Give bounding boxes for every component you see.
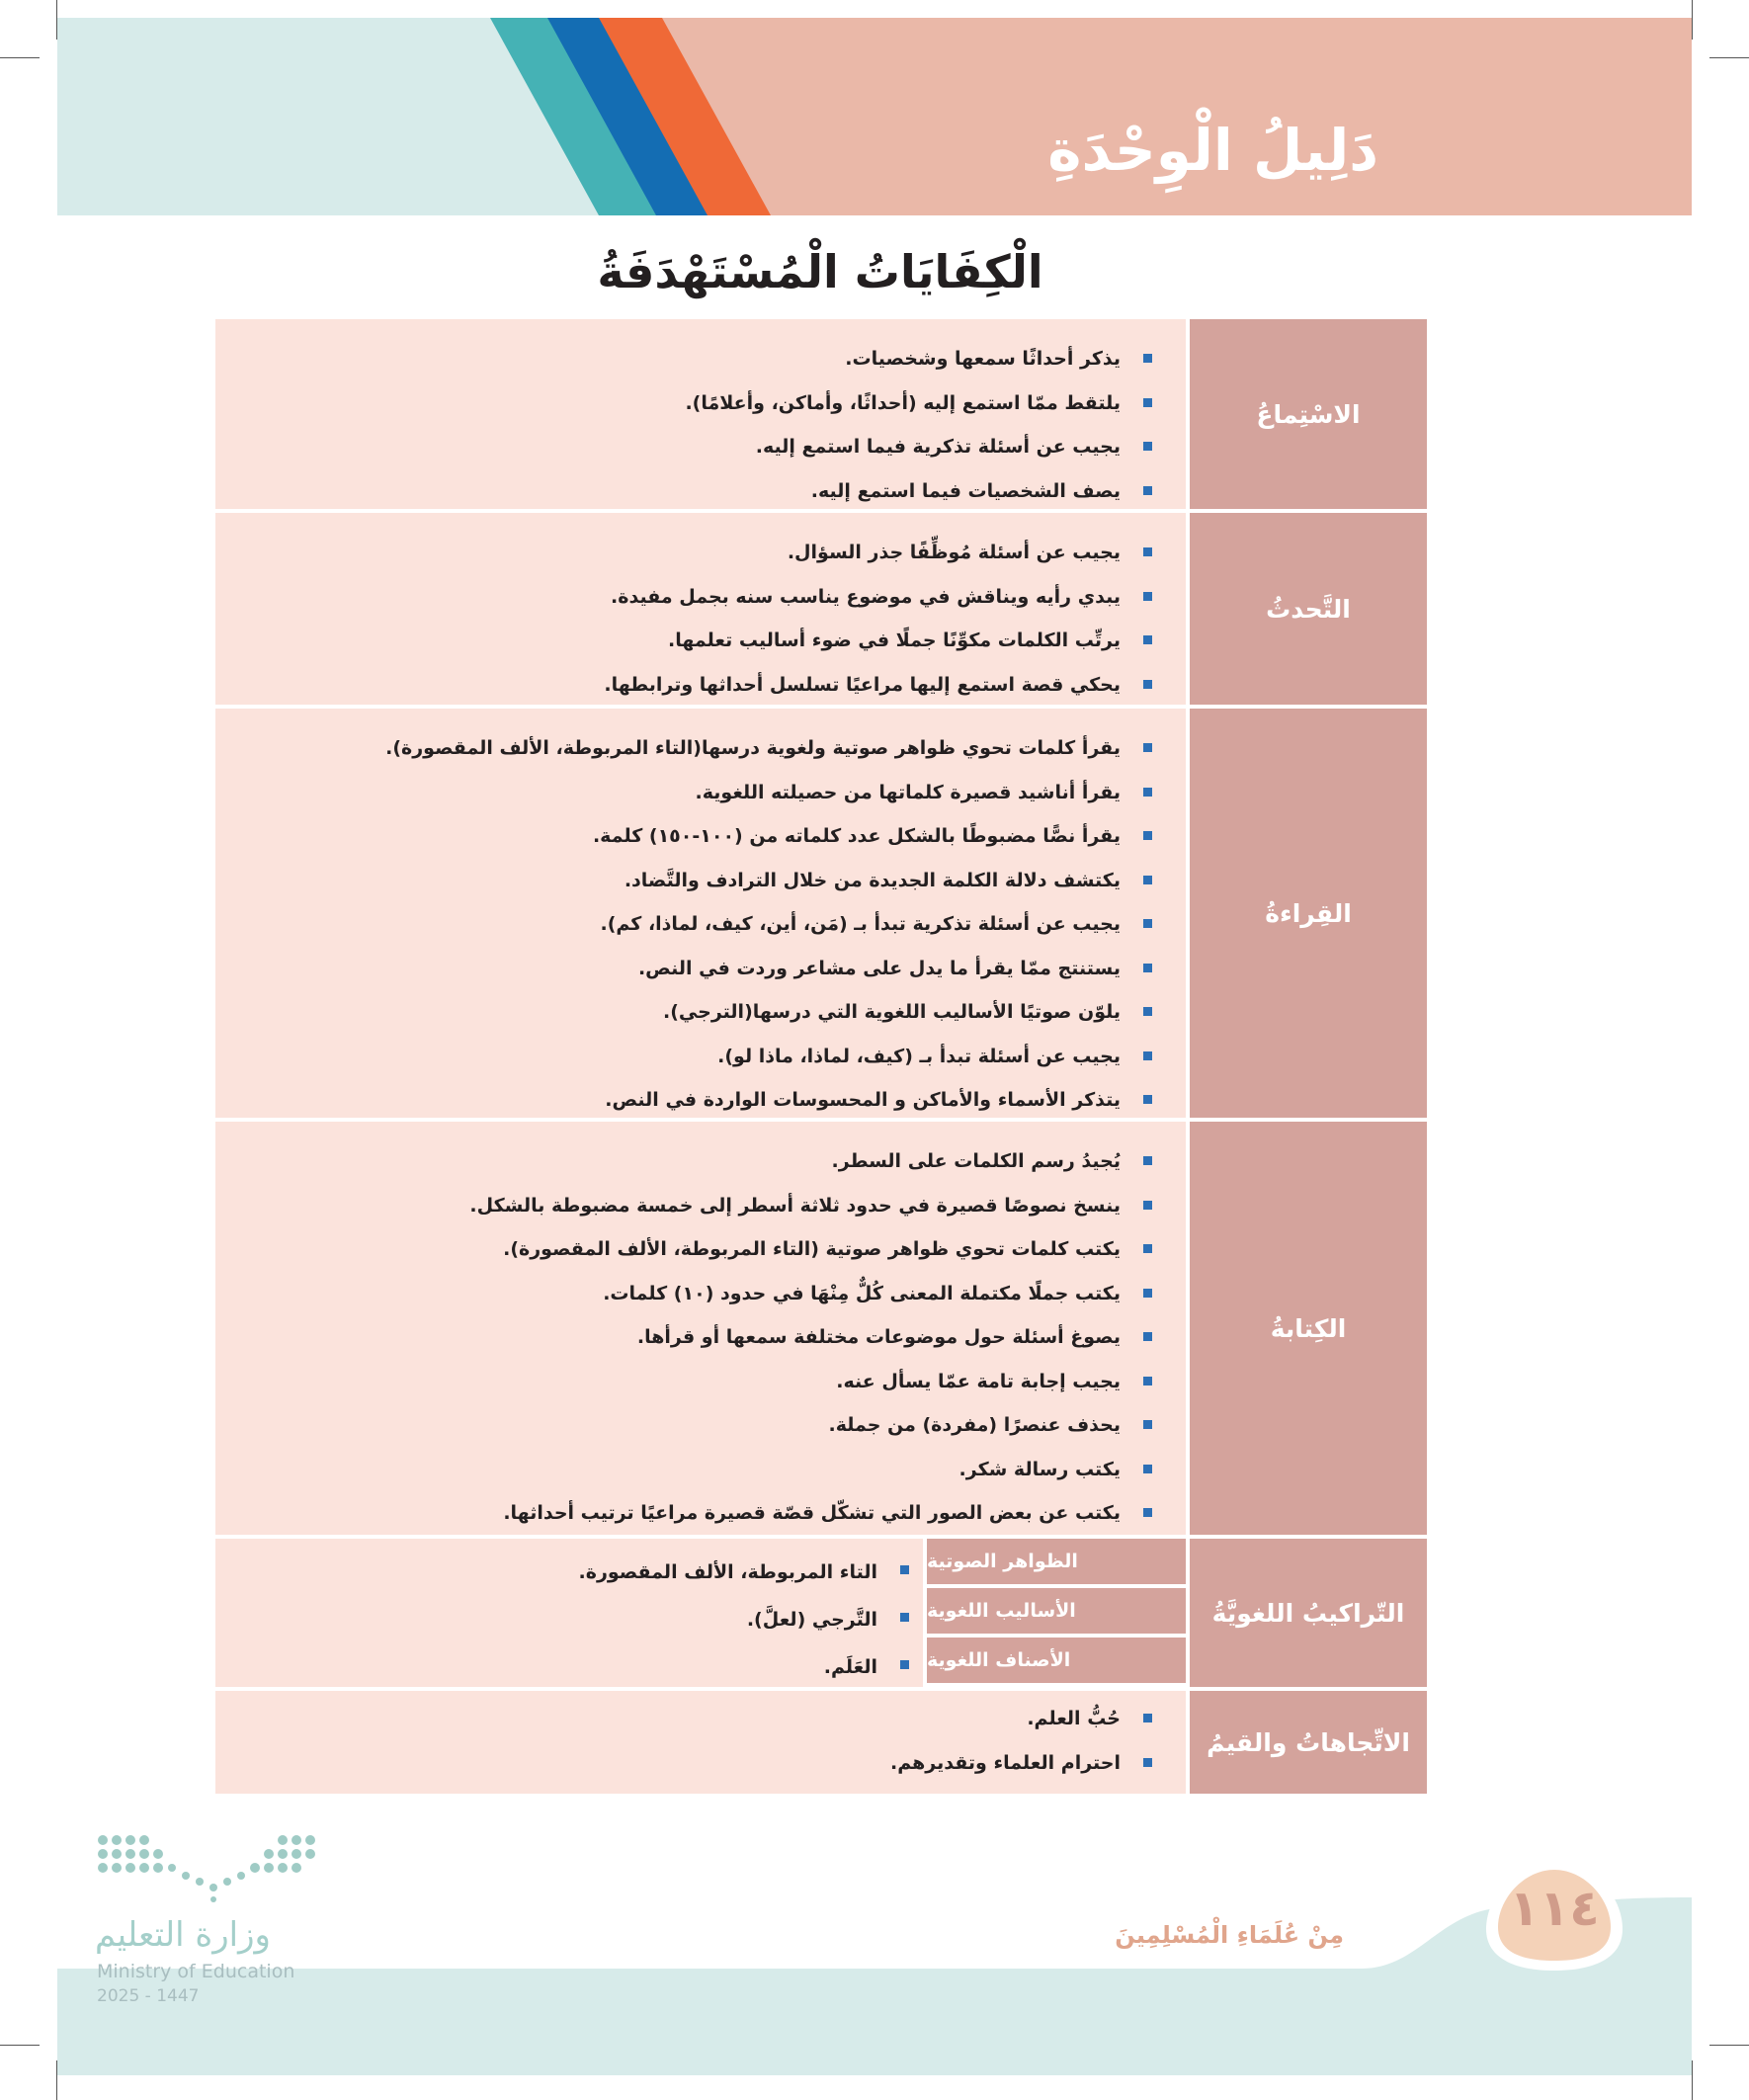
list-item: يقرأ أناشيد قصيرة كلماتها من حصيلته اللغوية. — [235, 771, 1166, 815]
structures-body — [215, 1539, 1186, 1687]
list-item: يكتشف دلالة الكلمة الجديدة من خلال الترادف والتَّضاد. — [235, 859, 1166, 903]
list-item: يتذكر الأسماء والأماكن و المحسوسات الواردة في النص. — [235, 1078, 1166, 1123]
square-bullet-icon — [1143, 354, 1152, 363]
banner-graphic — [57, 18, 1692, 215]
crop-mark — [1692, 2060, 1693, 2100]
square-bullet-icon — [1143, 1007, 1152, 1016]
list-item: ينسخ نصوصًا قصيرة في حدود ثلاثة أسطر إلى خمسة مضبوطة بالشكل. — [235, 1184, 1166, 1228]
list-item: يحكي قصة استمع إليها مراعيًا تسلسل أحداثها وترابطها. — [235, 663, 1166, 708]
page-number: ١١٤ — [1509, 1880, 1600, 1937]
square-bullet-icon — [1143, 680, 1152, 689]
listening-row — [215, 319, 1427, 509]
writing-label: الكِتابةُ — [1190, 1122, 1427, 1535]
square-bullet-icon — [1143, 1714, 1152, 1722]
square-bullet-icon — [900, 1613, 909, 1622]
square-bullet-icon — [1143, 442, 1152, 451]
ministry-logo-icon — [95, 1826, 318, 1905]
speaking-label: التَّحدثُ — [1190, 513, 1427, 705]
list-item: يجيب عن أسئلة تذكرية فيما استمع إليه. — [235, 425, 1166, 469]
square-bullet-icon — [1143, 1095, 1152, 1104]
square-bullet-icon — [1143, 1377, 1152, 1386]
linguistic-categories-label: الأصناف اللغوية — [927, 1638, 1186, 1683]
structures-sublabels — [927, 1539, 1186, 1687]
square-bullet-icon — [1143, 1332, 1152, 1341]
ministry-name-arabic: وزارة التعليم — [95, 1915, 271, 1955]
list-item: يقرأ كلمات تحوي ظواهر صوتية ولغوية درسها(التاء المربوطة، الألف المقصورة). — [235, 726, 1166, 771]
list-item: يرتِّب الكلمات مكوِّنًا جملًا في ضوء أساليب تعلمها. — [235, 619, 1166, 663]
square-bullet-icon — [1143, 1201, 1152, 1210]
linguistic-styles-label: الأساليب اللغوية — [927, 1588, 1186, 1634]
list-item: يُجيدُ رسم الكلمات على السطر. — [235, 1139, 1166, 1184]
list-item: يكتب عن بعض الصور التي تشكّل قصّة قصيرة مراعيًا ترتيب أحداثها. — [235, 1491, 1166, 1536]
square-bullet-icon — [1143, 398, 1152, 407]
crop-mark — [1692, 0, 1693, 40]
list-item: يذكر أحداثًا سمعها وشخصيات. — [235, 337, 1166, 381]
crop-mark — [1709, 2045, 1749, 2046]
list-item: احترام العلماء وتقديرهم. — [235, 1741, 1166, 1786]
square-bullet-icon — [1143, 831, 1152, 840]
section-title: الْكِفَايَاتُ الْمُسْتَهْدَفَةُ — [597, 245, 1043, 298]
square-bullet-icon — [1143, 1051, 1152, 1060]
square-bullet-icon — [1143, 919, 1152, 928]
writing-row — [215, 1122, 1427, 1535]
competencies-table — [215, 319, 1427, 1798]
square-bullet-icon — [900, 1565, 909, 1574]
square-bullet-icon — [1143, 964, 1152, 972]
list-item: يصوغ أسئلة حول موضوعات مختلفة سمعها أو قرأها. — [235, 1315, 1166, 1360]
crop-mark — [0, 57, 40, 58]
speaking-items — [215, 513, 1186, 705]
square-bullet-icon — [1143, 743, 1152, 752]
list-item: يقرأ نصًّا مضبوطًا بالشكل عدد كلماته من (١٠٠-١٥٠) كلمة. — [235, 814, 1166, 859]
list-item: يلوّن صوتيًا الأساليب اللغوية التي درسها(الترجي). — [235, 990, 1166, 1035]
list-item: يكتب كلمات تحوي ظواهر صوتية (التاء المربوطة، الألف المقصورة). — [235, 1227, 1166, 1272]
square-bullet-icon — [1143, 635, 1152, 644]
listening-label: الاسْتِماعُ — [1190, 319, 1427, 509]
values-label: الاتِّجاهاتُ والقيمُ — [1190, 1691, 1427, 1794]
square-bullet-icon — [1143, 1244, 1152, 1253]
structures-values — [215, 1539, 923, 1687]
structures-row — [215, 1539, 1427, 1687]
square-bullet-icon — [1143, 486, 1152, 495]
square-bullet-icon — [1143, 788, 1152, 797]
listening-items — [215, 319, 1186, 509]
values-items — [215, 1691, 1186, 1794]
unit-guide-banner — [57, 18, 1692, 215]
square-bullet-icon — [1143, 1758, 1152, 1767]
list-item: يستنتج ممّا يقرأ ما يدل على مشاعر وردت في النص. — [235, 947, 1166, 991]
crop-mark — [0, 2045, 40, 2046]
list-item: يجيب عن أسئلة تبدأ بـ (كيف، لماذا، ماذا لو). — [235, 1035, 1166, 1079]
ministry-year: 2025 - 1447 — [97, 1986, 200, 2006]
unit-guide-title: دَلِيلُ الْوِحْدَةِ — [1047, 117, 1378, 184]
square-bullet-icon — [1143, 876, 1152, 884]
structures-label: التّراكيبُ اللغويَّةُ — [1190, 1539, 1427, 1687]
list-item: يجيب إجابة تامة عمّا يسأل عنه. — [235, 1360, 1166, 1404]
square-bullet-icon — [1143, 1465, 1152, 1473]
square-bullet-icon — [900, 1660, 909, 1669]
list-item: يجيب عن أسئلة مُوظِّفًا جذر السؤال. — [235, 531, 1166, 575]
list-item: يجيب عن أسئلة تذكرية تبدأ بـ (مَن، أين، كيف، لماذا، كم). — [235, 902, 1166, 947]
list-item: يبدي رأيه ويناقش في موضوع يناسب سنه بجمل مفيدة. — [235, 575, 1166, 620]
phonetic-phenomena-label: الظواهر الصوتية — [927, 1539, 1186, 1584]
list-item: يصف الشخصيات فيما استمع إليه. — [235, 469, 1166, 514]
ministry-name-english: Ministry of Education — [97, 1961, 295, 1982]
list-item: يكتب جملًا مكتملة المعنى كُلٌّ مِنْهَا في حدود (١٠) كلمات. — [235, 1272, 1166, 1316]
unit-name: مِنْ عُلَمَاءِ الْمُسْلِمِينَ — [1115, 1921, 1344, 1949]
reading-label: القِراءةُ — [1190, 709, 1427, 1118]
square-bullet-icon — [1143, 547, 1152, 556]
values-row — [215, 1691, 1427, 1794]
square-bullet-icon — [1143, 1420, 1152, 1429]
reading-row — [215, 709, 1427, 1118]
writing-items — [215, 1122, 1186, 1535]
square-bullet-icon — [1143, 1508, 1152, 1517]
list-item: يكتب رسالة شكر. — [235, 1448, 1166, 1492]
crop-mark — [1709, 57, 1749, 58]
square-bullet-icon — [1143, 592, 1152, 601]
square-bullet-icon — [1143, 1289, 1152, 1298]
list-item: العَلَم. — [215, 1643, 923, 1691]
square-bullet-icon — [1143, 1156, 1152, 1165]
list-item: حُبُّ العلم. — [235, 1697, 1166, 1741]
list-item: التَّرجي (لعلَّ). — [215, 1596, 923, 1643]
list-item: يحذف عنصرًا (مفردة) من جملة. — [235, 1403, 1166, 1448]
reading-items — [215, 709, 1186, 1118]
speaking-row — [215, 513, 1427, 705]
list-item: يلتقط ممّا استمع إليه (أحداثًا، وأماكن، وأعلامًا). — [235, 381, 1166, 426]
list-item: التاء المربوطة، الألف المقصورة. — [215, 1549, 923, 1596]
